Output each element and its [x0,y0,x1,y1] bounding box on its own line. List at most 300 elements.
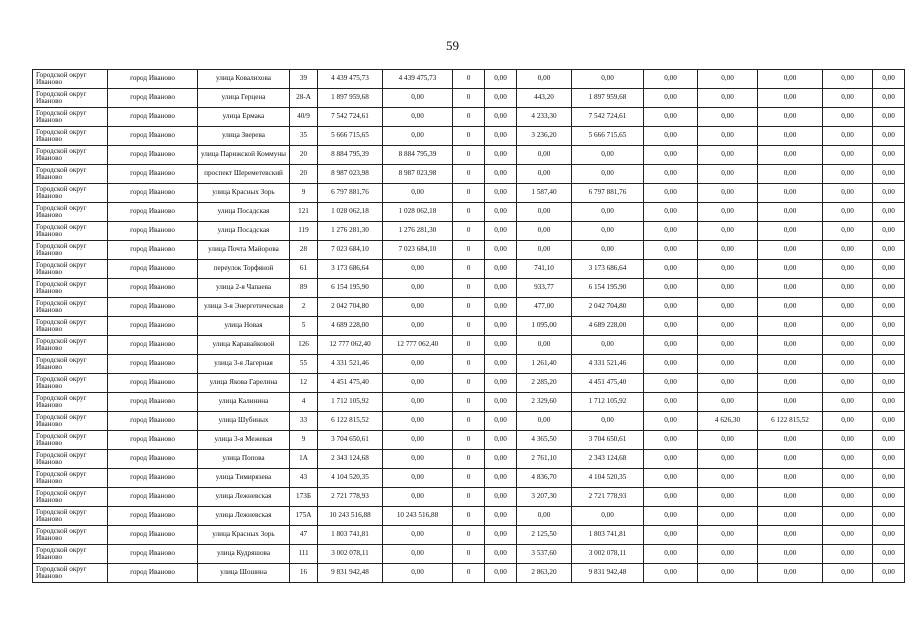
value-col-11-cell: 0,00 [644,526,698,545]
city-cell: город Иваново [108,431,198,450]
cost-col-13-cell: 0,00 [758,89,823,108]
area-col-9-cell: 1 261,40 [517,355,572,374]
area-col-12-cell: 0,00 [698,203,758,222]
house-number-cell: 39 [290,70,318,89]
value-col-11-cell: 0,00 [644,108,698,127]
table-row [33,507,905,526]
value-col-11-cell: 0,00 [644,431,698,450]
value-col-11-cell: 0,00 [644,260,698,279]
count-col-7-cell: 0 [453,450,485,469]
value-col-14-cell: 0,00 [823,146,873,165]
value-col-14-cell: 0,00 [823,564,873,583]
value-col-15-cell: 0,00 [873,279,905,298]
cost-col-6-cell: 0,00 [383,450,453,469]
count-col-7-cell: 0 [453,127,485,146]
district-cell: Городской округ Иваново [33,412,108,431]
table-row [33,165,905,184]
value-col-8-cell: 0,00 [485,203,517,222]
value-col-14-cell: 0,00 [823,488,873,507]
city-cell: город Иваново [108,469,198,488]
cost-col-6-cell: 0,00 [383,184,453,203]
district-cell: Городской округ Иваново [33,564,108,583]
total-cost-cell: 3 173 686,64 [318,260,383,279]
cost-col-6-cell: 0,00 [383,279,453,298]
cost-col-6-cell: 0,00 [383,431,453,450]
count-col-7-cell: 0 [453,317,485,336]
district-cell: Городской округ Иваново [33,507,108,526]
cost-col-10-cell: 3 704 650,61 [572,431,644,450]
value-col-14-cell: 0,00 [823,203,873,222]
count-col-7-cell: 0 [453,108,485,127]
cost-col-6-cell: 8 884 795,39 [383,146,453,165]
street-cell: улица Якова Гарелина [198,374,290,393]
area-col-12-cell: 0,00 [698,355,758,374]
cost-col-13-cell: 0,00 [758,127,823,146]
street-cell: улица Шубиных [198,412,290,431]
area-col-9-cell: 2 125,50 [517,526,572,545]
city-cell: город Иваново [108,89,198,108]
area-col-9-cell: 0,00 [517,412,572,431]
value-col-8-cell: 0,00 [485,488,517,507]
value-col-15-cell: 0,00 [873,336,905,355]
cost-col-13-cell: 0,00 [758,488,823,507]
cost-col-10-cell: 0,00 [572,507,644,526]
cost-col-13-cell: 0,00 [758,165,823,184]
value-col-8-cell: 0,00 [485,298,517,317]
table-row [33,545,905,564]
total-cost-cell: 4 331 521,46 [318,355,383,374]
area-col-9-cell: 2 285,20 [517,374,572,393]
house-number-cell: 4 [290,393,318,412]
total-cost-cell: 9 831 942,48 [318,564,383,583]
cost-col-6-cell: 0,00 [383,260,453,279]
value-col-8-cell: 0,00 [485,222,517,241]
city-cell: город Иваново [108,317,198,336]
value-col-8-cell: 0,00 [485,146,517,165]
district-cell: Городской округ Иваново [33,526,108,545]
area-col-12-cell: 0,00 [698,507,758,526]
value-col-8-cell: 0,00 [485,374,517,393]
value-col-8-cell: 0,00 [485,70,517,89]
district-cell: Городской округ Иваново [33,165,108,184]
street-cell: улица Новая [198,317,290,336]
street-cell: улица Тимирязева [198,469,290,488]
house-number-cell: 20 [290,146,318,165]
cost-col-10-cell: 0,00 [572,241,644,260]
total-cost-cell: 6 154 195,90 [318,279,383,298]
total-cost-cell: 1 803 741,81 [318,526,383,545]
cost-col-10-cell: 9 831 942,48 [572,564,644,583]
cost-col-6-cell: 10 243 516,88 [383,507,453,526]
street-cell: улица 3-я Лагерная [198,355,290,374]
total-cost-cell: 7 542 724,61 [318,108,383,127]
city-cell: город Иваново [108,108,198,127]
value-col-14-cell: 0,00 [823,70,873,89]
district-cell: Городской округ Иваново [33,127,108,146]
value-col-11-cell: 0,00 [644,393,698,412]
value-col-14-cell: 0,00 [823,279,873,298]
table-row [33,298,905,317]
table-row [33,393,905,412]
area-col-12-cell: 0,00 [698,146,758,165]
cost-col-13-cell: 0,00 [758,222,823,241]
house-number-cell: 35 [290,127,318,146]
city-cell: город Иваново [108,260,198,279]
house-number-cell: 20 [290,165,318,184]
cost-col-10-cell: 4 451 475,40 [572,374,644,393]
value-col-15-cell: 0,00 [873,393,905,412]
cost-col-10-cell: 1 897 959,68 [572,89,644,108]
house-number-cell: 28-А [290,89,318,108]
table-row [33,526,905,545]
district-cell: Городской округ Иваново [33,70,108,89]
value-col-15-cell: 0,00 [873,298,905,317]
house-number-cell: 61 [290,260,318,279]
cost-col-10-cell: 1 712 105,92 [572,393,644,412]
house-number-cell: 89 [290,279,318,298]
cost-col-6-cell: 0,00 [383,355,453,374]
cost-col-10-cell: 3 002 078,11 [572,545,644,564]
district-cell: Городской округ Иваново [33,355,108,374]
district-cell: Городской округ Иваново [33,222,108,241]
street-cell: улица Герцена [198,89,290,108]
house-number-cell: 16 [290,564,318,583]
count-col-7-cell: 0 [453,203,485,222]
cost-col-6-cell: 0,00 [383,317,453,336]
city-cell: город Иваново [108,507,198,526]
house-number-cell: 9 [290,431,318,450]
count-col-7-cell: 0 [453,393,485,412]
value-col-8-cell: 0,00 [485,526,517,545]
city-cell: город Иваново [108,146,198,165]
total-cost-cell: 4 439 475,73 [318,70,383,89]
table-row [33,260,905,279]
value-col-14-cell: 0,00 [823,393,873,412]
area-col-12-cell: 0,00 [698,469,758,488]
value-col-15-cell: 0,00 [873,355,905,374]
table-row [33,146,905,165]
cost-col-13-cell: 0,00 [758,184,823,203]
cost-col-13-cell: 0,00 [758,469,823,488]
cost-col-13-cell: 0,00 [758,260,823,279]
value-col-11-cell: 0,00 [644,203,698,222]
cost-col-6-cell: 0,00 [383,469,453,488]
cost-col-10-cell: 0,00 [572,70,644,89]
area-col-9-cell: 933,77 [517,279,572,298]
cost-col-10-cell: 0,00 [572,203,644,222]
city-cell: город Иваново [108,450,198,469]
city-cell: город Иваново [108,526,198,545]
street-cell: улица Посадская [198,222,290,241]
house-number-cell: 33 [290,412,318,431]
district-cell: Городской округ Иваново [33,108,108,127]
area-col-9-cell: 4 233,30 [517,108,572,127]
cost-col-13-cell: 0,00 [758,279,823,298]
value-col-11-cell: 0,00 [644,488,698,507]
cost-col-10-cell: 0,00 [572,412,644,431]
area-col-9-cell: 0,00 [517,241,572,260]
total-cost-cell: 5 666 715,65 [318,127,383,146]
value-col-15-cell: 0,00 [873,203,905,222]
cost-col-6-cell: 0,00 [383,545,453,564]
value-col-8-cell: 0,00 [485,165,517,184]
street-cell: улица Калинина [198,393,290,412]
house-number-cell: 1А [290,450,318,469]
cost-col-13-cell: 0,00 [758,108,823,127]
city-cell: город Иваново [108,298,198,317]
cost-col-10-cell: 4 104 520,35 [572,469,644,488]
total-cost-cell: 7 023 684,10 [318,241,383,260]
street-cell: улица Лежневская [198,488,290,507]
area-col-12-cell: 0,00 [698,317,758,336]
area-col-9-cell: 1 095,00 [517,317,572,336]
value-col-15-cell: 0,00 [873,70,905,89]
value-col-8-cell: 0,00 [485,507,517,526]
area-col-9-cell: 3 537,60 [517,545,572,564]
value-col-8-cell: 0,00 [485,564,517,583]
area-col-12-cell: 0,00 [698,374,758,393]
value-col-8-cell: 0,00 [485,184,517,203]
cost-col-13-cell: 0,00 [758,241,823,260]
total-cost-cell: 1 276 281,30 [318,222,383,241]
cost-col-10-cell: 0,00 [572,165,644,184]
cost-col-10-cell: 0,00 [572,222,644,241]
count-col-7-cell: 0 [453,165,485,184]
cost-col-6-cell: 0,00 [383,374,453,393]
house-number-cell: 2 [290,298,318,317]
total-cost-cell: 6 122 815,52 [318,412,383,431]
area-col-12-cell: 0,00 [698,336,758,355]
district-cell: Городской округ Иваново [33,260,108,279]
value-col-8-cell: 0,00 [485,260,517,279]
table-row [33,469,905,488]
cost-col-13-cell: 6 122 815,52 [758,412,823,431]
area-col-12-cell: 4 626,30 [698,412,758,431]
total-cost-cell: 2 042 704,80 [318,298,383,317]
area-col-12-cell: 0,00 [698,89,758,108]
cost-col-6-cell: 8 987 023,98 [383,165,453,184]
area-col-9-cell: 2 761,10 [517,450,572,469]
count-col-7-cell: 0 [453,564,485,583]
house-number-cell: 28 [290,241,318,260]
table-row [33,564,905,583]
district-cell: Городской округ Иваново [33,89,108,108]
table-row [33,89,905,108]
city-cell: город Иваново [108,374,198,393]
street-cell: проспект Шереметевский [198,165,290,184]
cost-col-6-cell: 12 777 062,40 [383,336,453,355]
cost-col-10-cell: 4 689 228,00 [572,317,644,336]
count-col-7-cell: 0 [453,374,485,393]
value-col-11-cell: 0,00 [644,545,698,564]
value-col-14-cell: 0,00 [823,450,873,469]
district-cell: Городской округ Иваново [33,203,108,222]
city-cell: город Иваново [108,165,198,184]
cost-col-10-cell: 5 666 715,65 [572,127,644,146]
cost-col-10-cell: 2 042 704,80 [572,298,644,317]
cost-col-13-cell: 0,00 [758,545,823,564]
table-row [33,203,905,222]
value-col-15-cell: 0,00 [873,507,905,526]
area-col-9-cell: 0,00 [517,165,572,184]
value-col-15-cell: 0,00 [873,165,905,184]
cost-col-10-cell: 6 154 195,90 [572,279,644,298]
cost-col-13-cell: 0,00 [758,336,823,355]
value-col-11-cell: 0,00 [644,127,698,146]
value-col-8-cell: 0,00 [485,89,517,108]
value-col-14-cell: 0,00 [823,336,873,355]
value-col-14-cell: 0,00 [823,165,873,184]
value-col-14-cell: 0,00 [823,108,873,127]
value-col-14-cell: 0,00 [823,317,873,336]
count-col-7-cell: 0 [453,298,485,317]
count-col-7-cell: 0 [453,469,485,488]
count-col-7-cell: 0 [453,526,485,545]
city-cell: город Иваново [108,564,198,583]
count-col-7-cell: 0 [453,488,485,507]
value-col-11-cell: 0,00 [644,450,698,469]
total-cost-cell: 1 028 062,18 [318,203,383,222]
value-col-15-cell: 0,00 [873,108,905,127]
cost-col-10-cell: 0,00 [572,146,644,165]
table-row [33,222,905,241]
area-col-12-cell: 0,00 [698,184,758,203]
cost-col-6-cell: 0,00 [383,393,453,412]
table-row [33,70,905,89]
district-cell: Городской округ Иваново [33,241,108,260]
house-number-cell: 173Б [290,488,318,507]
cost-col-6-cell: 0,00 [383,298,453,317]
house-number-cell: 5 [290,317,318,336]
value-col-11-cell: 0,00 [644,222,698,241]
value-col-15-cell: 0,00 [873,260,905,279]
area-col-9-cell: 0,00 [517,336,572,355]
district-cell: Городской округ Иваново [33,469,108,488]
total-cost-cell: 1 712 105,92 [318,393,383,412]
value-col-8-cell: 0,00 [485,412,517,431]
city-cell: город Иваново [108,184,198,203]
count-col-7-cell: 0 [453,431,485,450]
district-cell: Городской округ Иваново [33,488,108,507]
area-col-9-cell: 741,10 [517,260,572,279]
house-number-cell: 55 [290,355,318,374]
cost-col-13-cell: 0,00 [758,431,823,450]
cost-col-10-cell: 3 173 686,64 [572,260,644,279]
value-col-15-cell: 0,00 [873,545,905,564]
area-col-12-cell: 0,00 [698,564,758,583]
cost-col-6-cell: 0,00 [383,108,453,127]
value-col-14-cell: 0,00 [823,469,873,488]
cost-col-13-cell: 0,00 [758,70,823,89]
cost-col-13-cell: 0,00 [758,203,823,222]
value-col-11-cell: 0,00 [644,412,698,431]
area-col-9-cell: 4 836,70 [517,469,572,488]
area-col-12-cell: 0,00 [698,165,758,184]
table-row [33,241,905,260]
table-row [33,431,905,450]
cost-col-13-cell: 0,00 [758,526,823,545]
value-col-11-cell: 0,00 [644,279,698,298]
value-col-8-cell: 0,00 [485,336,517,355]
count-col-7-cell: 0 [453,89,485,108]
count-col-7-cell: 0 [453,260,485,279]
street-cell: улица Ковалихова [198,70,290,89]
value-col-15-cell: 0,00 [873,564,905,583]
district-cell: Городской округ Иваново [33,146,108,165]
value-col-14-cell: 0,00 [823,241,873,260]
house-number-cell: 47 [290,526,318,545]
total-cost-cell: 8 884 795,39 [318,146,383,165]
district-cell: Городской округ Иваново [33,450,108,469]
value-col-8-cell: 0,00 [485,431,517,450]
area-col-9-cell: 2 329,60 [517,393,572,412]
city-cell: город Иваново [108,355,198,374]
cost-col-10-cell: 2 343 124,68 [572,450,644,469]
value-col-14-cell: 0,00 [823,545,873,564]
house-number-cell: 43 [290,469,318,488]
city-cell: город Иваново [108,393,198,412]
total-cost-cell: 4 104 520,35 [318,469,383,488]
count-col-7-cell: 0 [453,507,485,526]
cost-col-6-cell: 1 276 281,30 [383,222,453,241]
cost-col-13-cell: 0,00 [758,450,823,469]
total-cost-cell: 2 343 124,68 [318,450,383,469]
area-col-12-cell: 0,00 [698,108,758,127]
value-col-14-cell: 0,00 [823,184,873,203]
value-col-11-cell: 0,00 [644,564,698,583]
house-number-cell: 175А [290,507,318,526]
table-row [33,317,905,336]
street-cell: улица Ермака [198,108,290,127]
district-cell: Городской округ Иваново [33,184,108,203]
count-col-7-cell: 0 [453,545,485,564]
count-col-7-cell: 0 [453,336,485,355]
area-col-12-cell: 0,00 [698,393,758,412]
value-col-15-cell: 0,00 [873,450,905,469]
street-cell: улица Каравайковой [198,336,290,355]
total-cost-cell: 3 704 650,61 [318,431,383,450]
table-row [33,488,905,507]
value-col-8-cell: 0,00 [485,241,517,260]
count-col-7-cell: 0 [453,279,485,298]
total-cost-cell: 8 987 023,98 [318,165,383,184]
value-col-11-cell: 0,00 [644,165,698,184]
house-number-cell: 126 [290,336,318,355]
district-cell: Городской округ Иваново [33,393,108,412]
city-cell: город Иваново [108,279,198,298]
area-col-9-cell: 443,20 [517,89,572,108]
cost-col-13-cell: 0,00 [758,393,823,412]
value-col-14-cell: 0,00 [823,127,873,146]
district-cell: Городской округ Иваново [33,279,108,298]
house-number-cell: 119 [290,222,318,241]
value-col-15-cell: 0,00 [873,222,905,241]
street-cell: улица Почта Майорова [198,241,290,260]
street-cell: переулок Торфяной [198,260,290,279]
cost-col-10-cell: 4 331 521,46 [572,355,644,374]
table-row [33,127,905,146]
cost-col-10-cell: 7 542 724,61 [572,108,644,127]
value-col-8-cell: 0,00 [485,469,517,488]
house-number-cell: 111 [290,545,318,564]
district-cell: Городской округ Иваново [33,431,108,450]
house-number-cell: 40/9 [290,108,318,127]
district-cell: Городской округ Иваново [33,298,108,317]
value-col-14-cell: 0,00 [823,222,873,241]
value-col-15-cell: 0,00 [873,317,905,336]
cost-col-13-cell: 0,00 [758,298,823,317]
count-col-7-cell: 0 [453,184,485,203]
